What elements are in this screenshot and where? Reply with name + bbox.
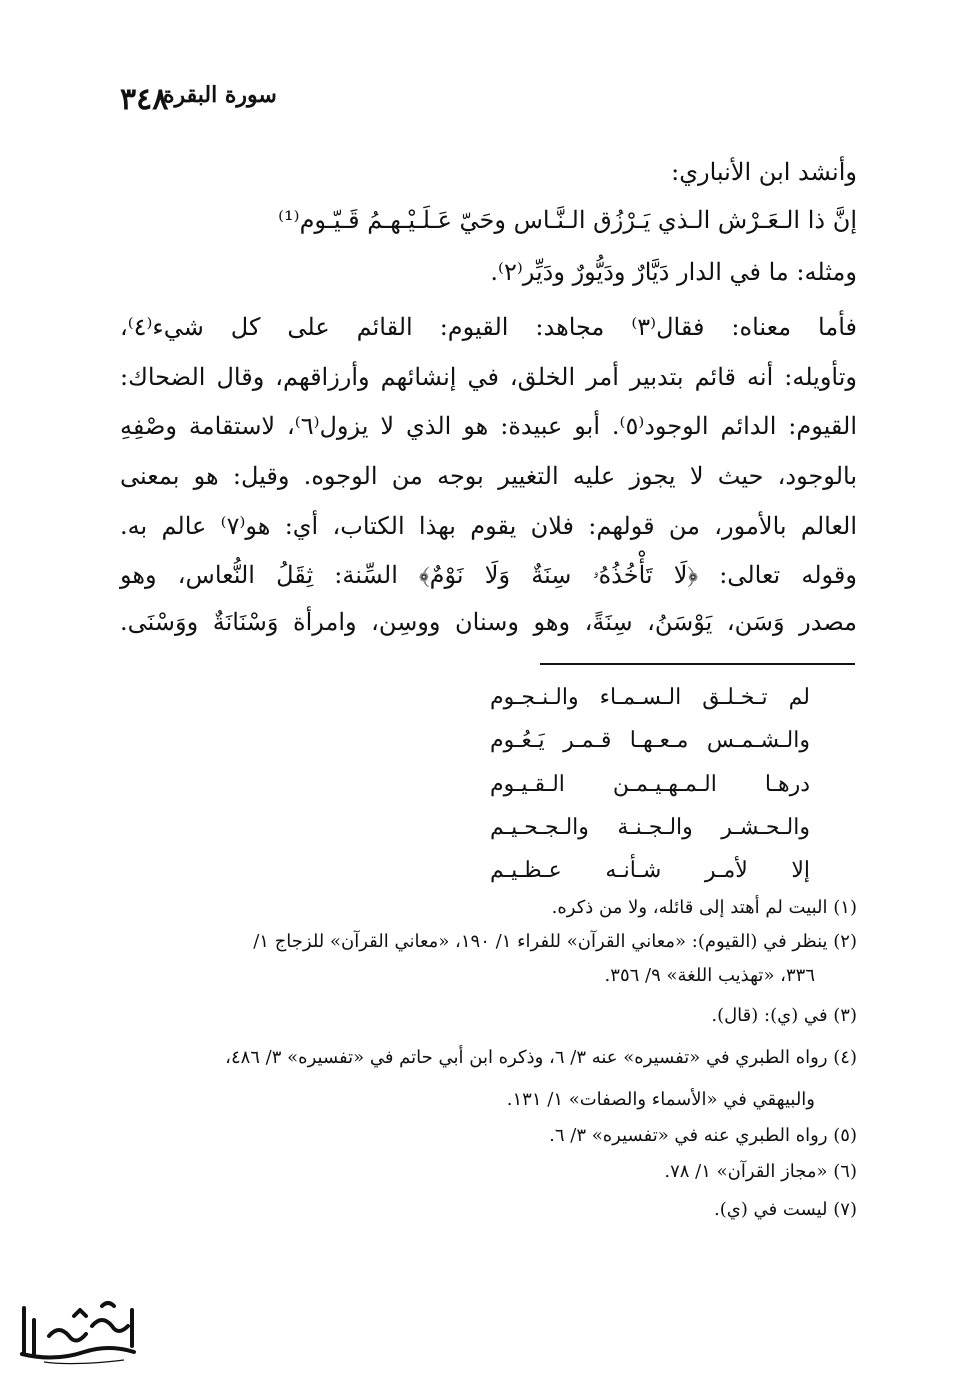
body-line: فأما معناه: فقال⁽٣⁾ مجاهد: القيوم: القائم على كل شيء⁽٤⁾،: [120, 313, 857, 341]
body-line: ومثله: ما في الدار دَيَّارٌ ودَيُّورٌ ودَيِّر⁽٢⁾.: [490, 258, 857, 286]
body-line: وأنشد ابن الأنباري:: [671, 158, 857, 186]
body-line: وتأويله: أنه قائم بتدبير أمر الخلق، في إنشائهم وأرزاقهم، وقال الضحاك:: [120, 363, 857, 391]
body-line: العالم بالأمور، من قولهم: فلان يقوم بهذا الكتاب، أي: هو⁽٧⁾ عالم به.: [120, 512, 857, 540]
footnote-continuation: والبيهقي في «الأسماء والصفات» ١/ ١٣١.: [506, 1089, 815, 1110]
footnote-separator: [540, 663, 855, 665]
body-line: وقوله تعالى: ﴿لَا تَأْخُذُهُۥ سِنَةٌ وَلَا نَوْمٌ﴾ السِّنة: ثِقَلُ النُّعاس، وهو: [120, 561, 857, 589]
poem-line: إلا لأمـر شـأنـه عـظـيـم: [490, 858, 810, 883]
calligraphy-logo: [14, 1296, 144, 1368]
poem-line: والـشـمـس مـعـهـا قـمـر يَـعُـوم: [490, 728, 810, 753]
poem-line: والـحـشـر والـجـنـة والـجـحـيـم: [490, 815, 810, 840]
poem-line: لم تـخـلـق الـسـمـاء والـنـجـوم: [490, 685, 810, 710]
footnote: (٤) رواه الطبري في «تفسيره» عنه ٣/ ٦، وذكره ابن أبي حاتم في «تفسيره» ٣/ ٤٨٦،: [225, 1047, 857, 1068]
running-head: سورة البقرة: [163, 82, 277, 108]
footnote: (٦) «مجاز القرآن» ١/ ٧٨.: [664, 1161, 857, 1182]
body-line: مصدر وَسَن، يَوْسَنُ، سِنَةً، وهو وسنان ووسِن، وامرأة وَسْنَانَةٌ ووَسْنَى.: [120, 608, 857, 636]
footnote: (٣) في (ي): (قال).: [711, 1005, 857, 1026]
footnote-continuation: ٣٣٦، «تهذيب اللغة» ٩/ ٣٥٦.: [604, 965, 815, 986]
footnote: (٧) ليست في (ي).: [713, 1199, 857, 1220]
body-line: بالوجود، حيث لا يجوز عليه التغيير بوجه من الوجوه. وقيل: هو بمعنى: [120, 462, 857, 490]
calligraphy-logo-icon: [14, 1296, 144, 1368]
poem-line: درهـا الـمـهـيـمـن الـقـيـوم: [490, 772, 810, 797]
footnote: (١) البيت لم أهتد إلى قائله، ولا من ذكره.: [551, 897, 857, 918]
body-line: إنَّ ذا الـعَـرْش الـذي يَـرْزُق الـنَّـاس وحَيّ عَـلَـيْـهـمُ قَـيّـوم⁽¹⁾: [278, 206, 857, 234]
footnote: (٥) رواه الطبري عنه في «تفسيره» ٣/ ٦.: [549, 1125, 857, 1146]
body-line: القيوم: الدائم الوجود⁽٥⁾. أبو عبيدة: هو الذي لا يزول⁽٦⁾، لاستقامة وصْفِهِ: [120, 412, 858, 440]
page-number: ٣٤٨: [120, 82, 169, 117]
footnote: (٢) ينظر في (القيوم): «معاني القرآن» للفراء ١/ ١٩٠، «معاني القرآن» للزجاج ١/: [253, 931, 857, 952]
